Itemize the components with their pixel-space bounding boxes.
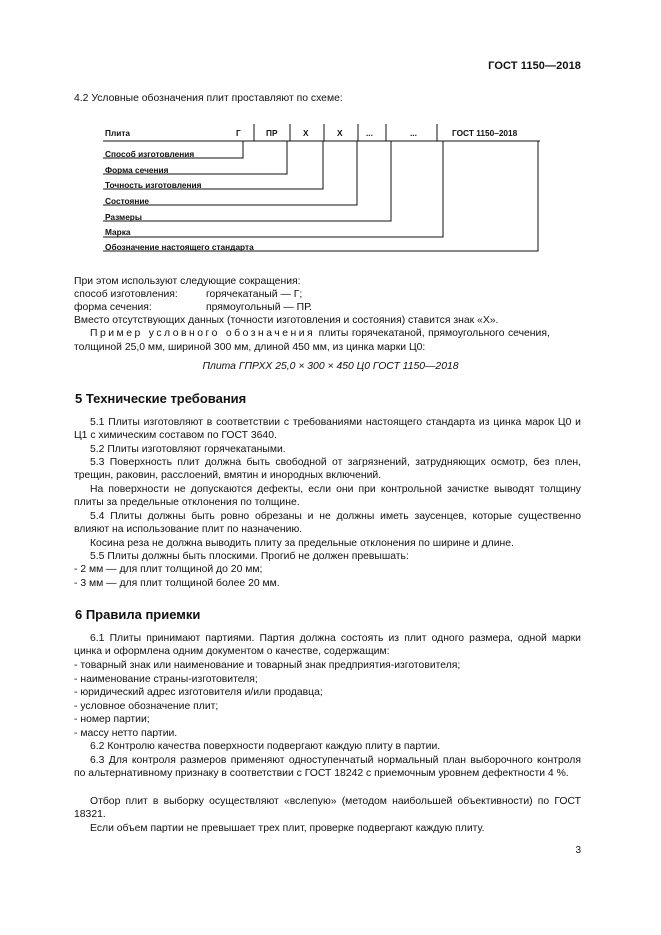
section-6-bullet: - номер партии;	[74, 714, 150, 725]
abbrev-intro: При этом используют следующие сокращения:	[74, 276, 301, 287]
section-6-bullet: - наименование страны-изготовителя;	[74, 674, 258, 685]
section-4-2-text: 4.2 Условные обозначения плит проставляют по схеме:	[74, 93, 343, 104]
section-5-p4: На поверхности не допускаются дефекты, если они при контрольной зачистке выводят толщину плиты за предельные отклонения по толщине.	[74, 484, 581, 509]
example-line-1-rest: плиты горячекатаной, прямоугольного сечения,	[315, 328, 550, 339]
section-6-bullet: - товарный знак или наименование и товарный знак предприятия-изготовителя;	[74, 660, 461, 671]
section-5-p1: 5.1 Плиты изготовляют в соответствии с требованиями настоящего стандарта из цинка марок Ц0 и Ц1 с химическим составом по ГОСТ 3640.	[74, 417, 581, 442]
scheme-lines	[0, 0, 661, 260]
scheme-code-method: Г	[236, 128, 241, 138]
section-6-p3: 6.3 Для контроля размеров применяют одноступенчатый нормальный план выборочного контроля по альтернативному признаку в соответствии с ГОСТ 18242 с приемочным уровнем дефектности 4 %.	[74, 755, 581, 780]
scheme-title: Плита	[105, 128, 131, 138]
scheme-label-shape: Форма сечения	[105, 165, 169, 175]
scheme-label-state: Состояние	[105, 196, 150, 206]
scheme-label-grade: Марка	[105, 227, 131, 237]
scheme-label-standard: Обозначение настоящего стандарта	[105, 242, 254, 252]
scheme-label-size: Размеры	[105, 212, 142, 222]
scheme-code-state: Х	[337, 128, 343, 138]
section-6-p5: Если объем партии не превышает трех плит, проверке подвергают каждую плиту.	[90, 823, 485, 834]
section-5-p3: 5.3 Поверхность плит должна быть свободной от загрязнений, затрудняющих осмотр, без плен, трещин, раковин, расслоений, вмятин и инородных включений.	[74, 457, 581, 482]
example-line-1	[74, 327, 581, 340]
section-6-p1: 6.1 Плиты принимают партиями. Партия должна состоять из плит одного размера, одной марки цинка и оформлена одним документом о качестве, содержащим:	[74, 633, 581, 658]
abbrev-term: форма сечения:	[74, 302, 152, 313]
page-number: 3	[575, 845, 581, 856]
section-6-p2: 6.2 Контролю качества поверхности подвергают каждую плиту в партии.	[90, 741, 441, 752]
scheme-code-shape: ПР	[266, 128, 278, 138]
section-5-p2: 5.2 Плиты изготовляют горячекатаными.	[90, 444, 286, 455]
example-spaced-heading: Пример условного обозначения	[90, 328, 316, 339]
section-6-p4: Отбор плит в выборку осуществляют «вслепую» (методом наибольшей объективности) по ГОСТ 18321.	[74, 796, 581, 821]
section-5-title: 5 Технические требования	[75, 391, 247, 406]
section-5-p5: 5.4 Плиты должны быть ровно обрезаны и не должны иметь заусенцев, которые существенно влияют на использование плит по назначению.	[74, 511, 581, 536]
document-header-standard: ГОСТ 1150—2018	[488, 60, 581, 72]
section-5-p6: Косина реза не должна выводить плиту за предельные отклонения по ширине и длине.	[90, 538, 514, 549]
section-6-bullet: - условное обозначение плит;	[74, 701, 219, 712]
scheme-code-grade: ...	[410, 128, 417, 138]
section-5-bullet: - 3 мм — для плит толщиной более 20 мм.	[74, 578, 280, 589]
example-line-2: толщиной 25,0 мм, шириной 300 мм, длиной 450 мм, из цинка марки Ц0:	[74, 342, 426, 353]
section-6-bullet: - массу нетто партии.	[74, 728, 178, 739]
section-5-p7: 5.5 Плиты должны быть плоскими. Прогиб не должен превышать:	[90, 551, 409, 562]
abbrev-note: Вместо отсутствующих данных (точности изготовления и состояния) ставится знак «Х».	[74, 315, 499, 326]
scheme-label-method: Способ изготовления	[105, 149, 195, 159]
scheme-code-standard: ГОСТ 1150–2018	[452, 128, 518, 138]
section-6-title: 6 Правила приемки	[75, 607, 201, 622]
section-6-bullet: - юридический адрес изготовителя и/или продавца;	[74, 687, 323, 698]
abbrev-row	[74, 288, 303, 301]
abbrev-value: горячекатаный — Г;	[206, 289, 303, 300]
scheme-label-accuracy: Точность изготовления	[105, 180, 202, 190]
section-5-bullet: - 2 мм — для плит толщиной до 20 мм;	[74, 564, 263, 575]
abbrev-row	[74, 301, 312, 314]
scheme-code-size: ...	[366, 128, 373, 138]
abbrev-term: способ изготовления:	[74, 289, 178, 300]
example-formula: Плита ГПРХХ 25,0 × 300 × 450 Ц0 ГОСТ 1150—2018	[202, 361, 459, 372]
scheme-code-accuracy: Х	[303, 128, 309, 138]
abbrev-value: прямоугольный — ПР.	[206, 302, 312, 313]
